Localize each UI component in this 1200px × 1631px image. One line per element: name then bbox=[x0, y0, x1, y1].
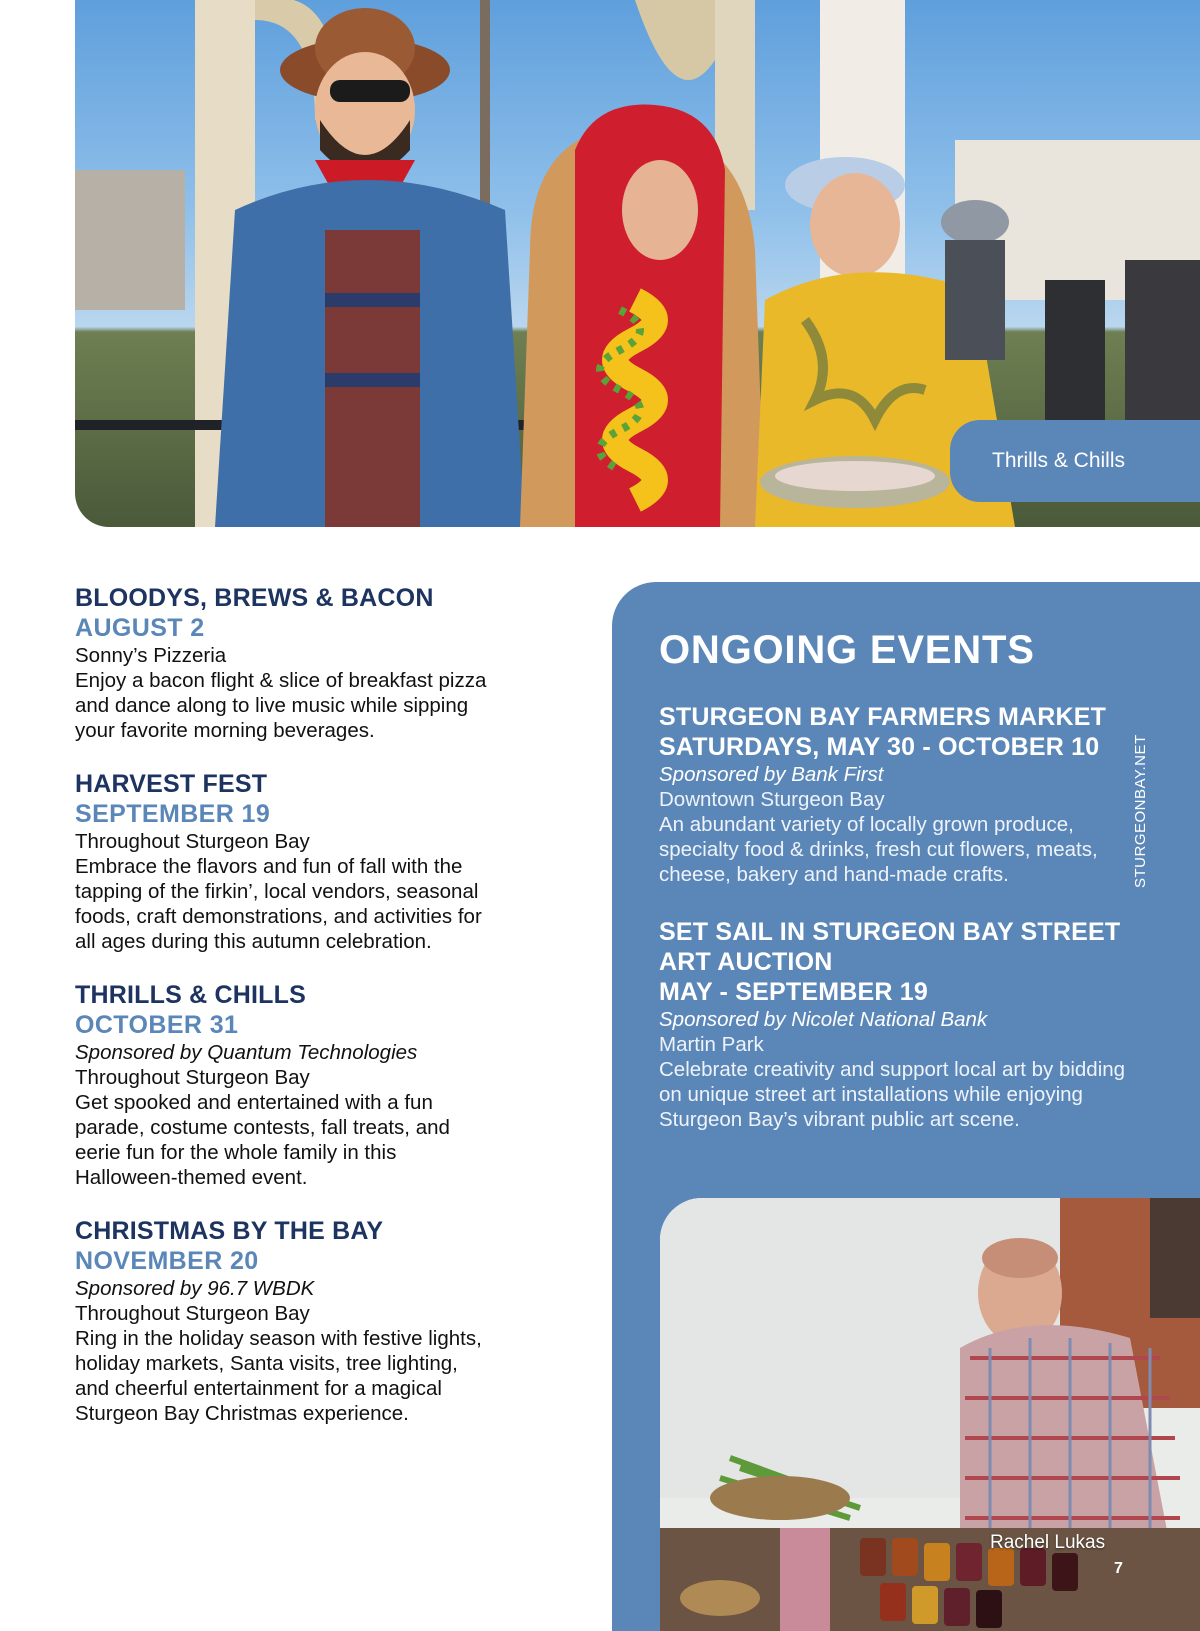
event-location: Throughout Sturgeon Bay bbox=[75, 1066, 310, 1089]
event-item bbox=[75, 583, 495, 743]
event-sponsor: Sponsored by Quantum Technologies bbox=[75, 1041, 418, 1064]
page-number: 7 bbox=[1114, 1560, 1123, 1577]
event-description: Embrace the flavors and fun of fall with the tapping of the firkin’, local vendors, seasonal foods, craft demonstrations, and activities for all ages during this autumn celebration. bbox=[75, 855, 482, 953]
ongoing-list bbox=[659, 702, 1129, 1162]
event-item bbox=[75, 980, 495, 1190]
event-item bbox=[75, 769, 495, 954]
photo-caption: Thrills & Chills bbox=[950, 420, 1200, 502]
event-sponsor: Sponsored by 96.7 WBDK bbox=[75, 1277, 315, 1300]
ongoing-heading: ONGOING EVENTS bbox=[659, 628, 1035, 672]
ongoing-sponsor: Sponsored by Nicolet National Bank bbox=[659, 1008, 988, 1031]
ongoing-title: STURGEON BAY FARMERS MARKET bbox=[659, 703, 1107, 731]
ongoing-item bbox=[659, 702, 1129, 887]
ongoing-sponsor: Sponsored by Bank First bbox=[659, 763, 884, 786]
ongoing-date: SATURDAYS, MAY 30 - OCTOBER 10 bbox=[659, 733, 1100, 761]
event-description: Ring in the holiday season with festive lights, holiday markets, Santa visits, tree lighting, and cheerful entertainment for a magical Sturgeon Bay Christmas experience. bbox=[75, 1327, 482, 1425]
event-date: SEPTEMBER 19 bbox=[75, 800, 271, 828]
ongoing-location: Downtown Sturgeon Bay bbox=[659, 788, 885, 811]
ongoing-description: An abundant variety of locally grown produce, specialty food & drinks, fresh cut flowers, meats, cheese, bakery and hand-made crafts. bbox=[659, 813, 1098, 886]
event-location: Throughout Sturgeon Bay bbox=[75, 1302, 310, 1325]
event-title: BLOODYS, BREWS & BACON bbox=[75, 584, 434, 612]
ongoing-description: Celebrate creativity and support local art by bidding on unique street art installations while enjoying Sturgeon Bay’s vibrant public art scene. bbox=[659, 1058, 1126, 1131]
event-title: THRILLS & CHILLS bbox=[75, 981, 306, 1009]
event-title: CHRISTMAS BY THE BAY bbox=[75, 1217, 384, 1245]
event-date: OCTOBER 31 bbox=[75, 1011, 239, 1039]
ongoing-date: MAY - SEPTEMBER 19 bbox=[659, 978, 928, 1006]
website-url: STURGEONBAY.NET bbox=[1132, 734, 1149, 888]
event-location: Throughout Sturgeon Bay bbox=[75, 830, 310, 853]
events-list bbox=[75, 583, 495, 1452]
ongoing-title: SET SAIL IN STURGEON BAY STREET ART AUCTION bbox=[659, 918, 1121, 976]
ongoing-item bbox=[659, 917, 1129, 1132]
event-location: Sonny’s Pizzeria bbox=[75, 644, 227, 667]
photo-credit: Rachel Lukas bbox=[990, 1532, 1106, 1553]
event-description: Get spooked and entertained with a fun parade, costume contests, fall treats, and eerie fun for the whole family in this Halloween-themed event. bbox=[75, 1091, 450, 1189]
event-title: HARVEST FEST bbox=[75, 770, 268, 798]
event-date: NOVEMBER 20 bbox=[75, 1247, 259, 1275]
ongoing-location: Martin Park bbox=[659, 1033, 764, 1056]
hero-photo bbox=[75, 0, 1200, 527]
event-description: Enjoy a bacon flight & slice of breakfast pizza and dance along to live music while sipping your favorite morning beverages. bbox=[75, 669, 487, 742]
event-date: AUGUST 2 bbox=[75, 614, 205, 642]
event-item bbox=[75, 1216, 495, 1426]
